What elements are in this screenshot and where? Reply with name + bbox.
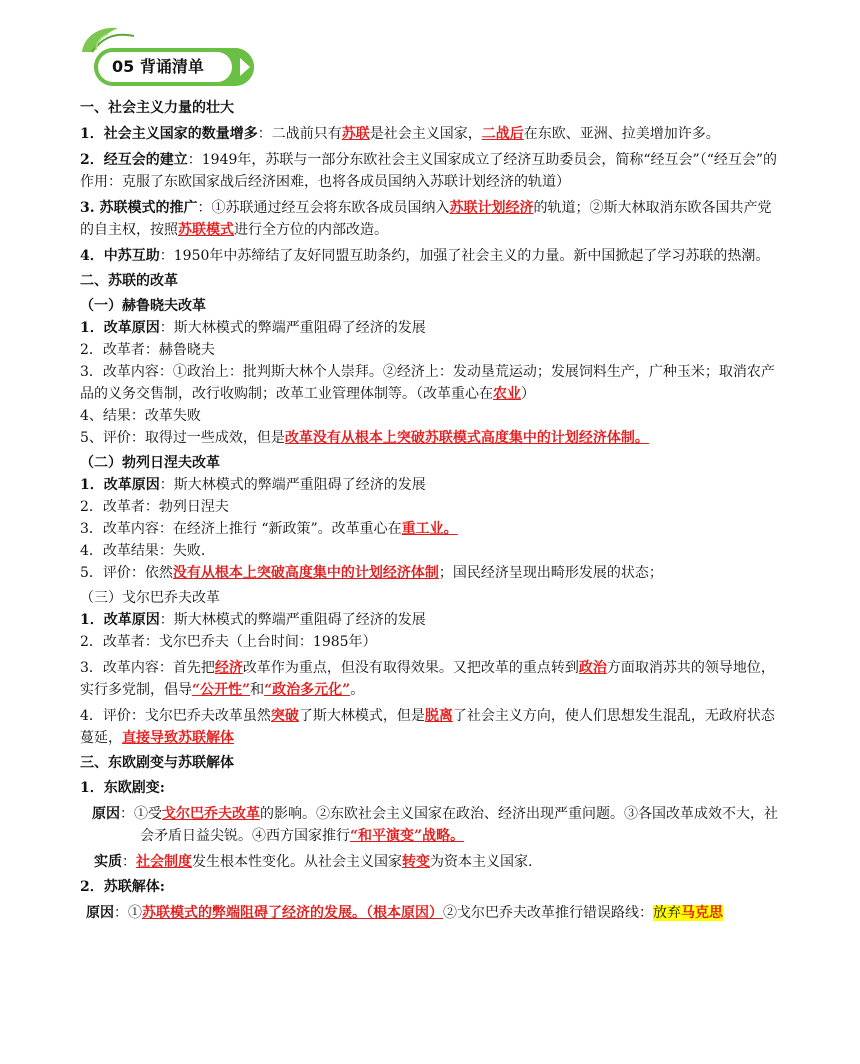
gorbachev-item-2: 2．改革者：戈尔巴乔夫（上台时间：1985年）: [80, 634, 377, 650]
section-heading-3: 三、东欧剧变与苏联解体: [80, 755, 234, 771]
s1-item-1: 1．社会主义国家的数量增多：二战前只有苏联是社会主义国家，二战后在东欧、亚洲、拉美增加许多。: [80, 126, 720, 142]
brezhnev-item-5: 5．评价：依然没有从根本上突破高度集中的计划经济体制；国民经济呈现出畸形发展的状态；: [80, 565, 663, 581]
s1-item-4: 4．中苏互助：1950年中苏缔结了友好同盟互助条约，加强了社会主义的力量。新中国掀起了学习苏联的热潮。: [80, 248, 770, 264]
brezhnev-item-1: 1．改革原因：斯大林模式的弊端严重阻碍了经济的发展: [80, 477, 426, 493]
s1-item-3: 3. 苏联模式的推广：①苏联通过经互会将东欧各成员国纳入苏联计划经济的轨道；②斯大林取消东欧各国共产党的自主权，按照苏联模式进行全方位的内部改造。: [80, 200, 772, 238]
ussr-collapse-cause: 原因：①苏联模式的弊端阻碍了经济的发展。（根本原因）②戈尔巴乔夫改革推行错误路线：放弃马克思: [86, 905, 723, 921]
brezhnev-item-3: 3．改革内容：在经济上推行 “新政策”。改革重心在重工业。: [80, 521, 458, 537]
khrushchev-item-1: 1．改革原因：斯大林模式的弊端严重阻碍了经济的发展: [80, 320, 426, 336]
brezhnev-item-2: 2．改革者：勃列日涅夫: [80, 499, 229, 515]
brezhnev-item-4: 4．改革结果：失败.: [80, 543, 206, 559]
subsection-heading-gorbachev: （三）戈尔巴乔夫改革: [80, 590, 220, 606]
gorbachev-item-4: 4．评价：戈尔巴乔夫改革虽然突破了斯大林模式，但是脱离了社会主义方向，使人们思想发生混乱，无政府状态蔓延，直接导致苏联解体: [80, 708, 775, 746]
khrushchev-item-4: 4、结果：改革失败: [80, 408, 201, 424]
gorbachev-item-3: 3．改革内容：首先把经济改革作为重点，但没有取得效果。又把改革的重点转到政治方面取消苏共的领导地位，实行多党制，倡导“公开性”和“政治多元化”。: [80, 660, 775, 698]
subsection-heading-khrushchev: （一）赫鲁晓夫改革: [80, 298, 206, 314]
subsection-heading-ussr-collapse: 2．苏联解体:: [80, 879, 165, 895]
gorbachev-item-1: 1．改革原因：斯大林模式的弊端严重阻碍了经济的发展: [80, 612, 426, 628]
eastern-europe-essence: 实质：社会制度发生根本性变化。从社会主义国家转变为资本主义国家.: [94, 854, 533, 870]
section-heading-2: 二、苏联的改革: [80, 273, 178, 289]
badge-pill: [94, 48, 254, 86]
khrushchev-item-3: 3．改革内容：①政治上：批判斯大林个人崇拜。②经济上：发动垦荒运动；发展饲料生产，广种玉米；取消农产品的义务交售制，改行收购制；改革工业管理体制等。（改革重心在农业）: [80, 364, 775, 402]
s1-item-2: 2．经互会的建立：1949年，苏联与一部分东欧社会主义国家成立了经济互助委员会，简称“经互会”（“经互会”的作用：克服了东欧国家战后经济困难，也将各成员国纳入苏联计划经济的轨道）: [80, 152, 778, 190]
khrushchev-item-5: 5、评价：取得过一些成效，但是改革没有从根本上突破苏联模式高度集中的计划经济体制。: [80, 430, 649, 446]
subsection-heading-eastern-europe: 1．东欧剧变:: [80, 780, 165, 796]
khrushchev-item-2: 2．改革者：赫鲁晓夫: [80, 342, 215, 358]
eastern-europe-cause: 原因：①受戈尔巴乔夫改革的影响。②东欧社会主义国家在政治、经济出现严重问题。③各国改革成效不大，社会矛盾日益尖锐。④西方国家推行“和平演变”战略。: [92, 806, 778, 844]
section-heading-1: 一、社会主义力量的壮大: [80, 100, 234, 116]
arrow-icon: [240, 58, 250, 76]
badge-title: 05 背诵清单: [98, 52, 232, 82]
document-body: [80, 94, 784, 924]
subsection-heading-brezhnev: （二）勃列日涅夫改革: [80, 455, 220, 471]
section-badge: [78, 22, 268, 94]
